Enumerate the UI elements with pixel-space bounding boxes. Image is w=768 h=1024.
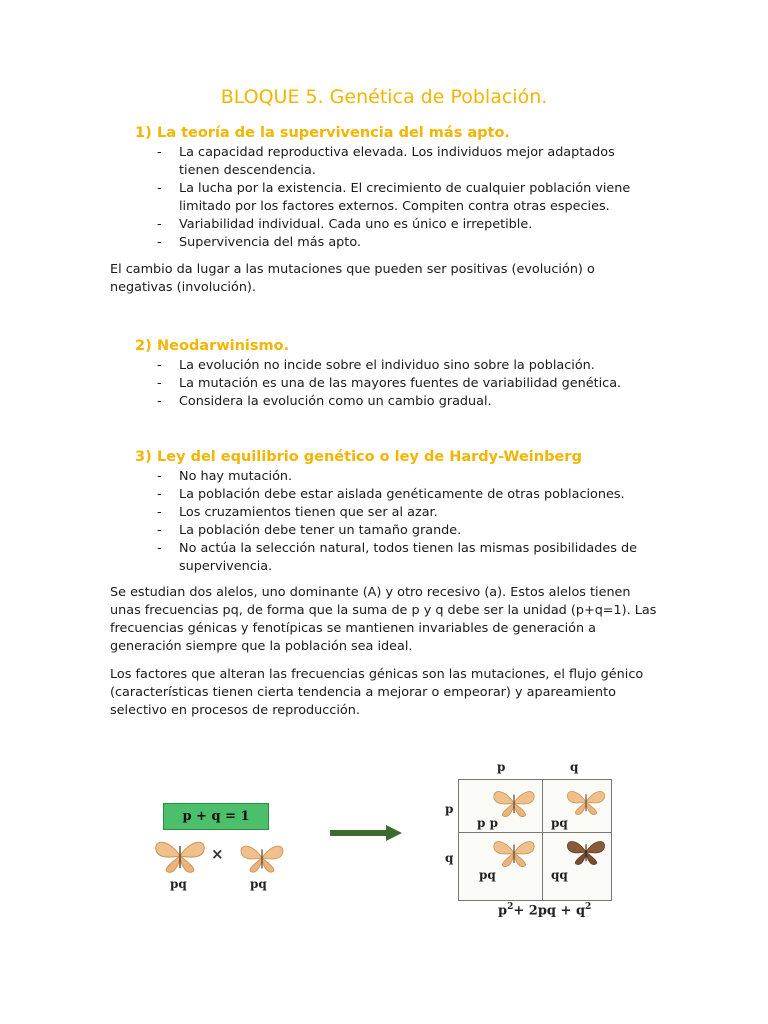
list-item: - Los cruzamientos tienen que ser al azar. [155, 504, 655, 522]
cross-symbol: × [211, 845, 224, 863]
list-item: - La población debe estar aislada genéticamente de otras poblaciones. [155, 486, 655, 504]
row-header-q: q [445, 851, 454, 865]
grid-divider [542, 780, 543, 900]
column-header-p: p [497, 760, 506, 774]
section-1-list [155, 144, 655, 252]
section-2-list [155, 357, 655, 411]
formula-exponent: 2 [507, 902, 514, 912]
moth-icon [150, 836, 210, 876]
list-item: - La población debe tener un tamaño grande. [155, 522, 655, 540]
moth-icon [236, 840, 288, 876]
list-item: - La evolución no incide sobre el individuo sino sobre la población. [155, 357, 655, 375]
formula-part: p [498, 903, 508, 919]
parent-right-label: pq [250, 877, 267, 891]
document-title: BLOQUE 5. Genética de Población. [220, 86, 548, 108]
section-number: 3) [135, 449, 152, 465]
row-header-p: p [445, 802, 454, 816]
cell-label: pq [479, 868, 496, 882]
list-item: - No hay mutación. [155, 468, 655, 486]
paragraph: Se estudian dos alelos, uno dominante (A) y otro recesivo (a). Estos alelos tienen unas frecuencias pq, de forma que la suma de p y q debe ser la unidad (p+q=1). Las frecuencias génicas y fenotípicas se mantienen invariables de generación a generación siempre que la población sea ideal. [110, 585, 657, 654]
moth-icon [489, 836, 539, 870]
section-number: 1) [135, 125, 152, 141]
list-item: - La capacidad reproductiva elevada. Los individuos mejor adaptados tienen descendencia. [155, 144, 655, 180]
cell-label: qq [551, 868, 568, 882]
section-heading-3 [135, 449, 582, 465]
arrow-right-icon [330, 825, 402, 841]
list-item: - Supervivencia del más apto. [155, 234, 655, 252]
paragraph: El cambio da lugar a las mutaciones que pueden ser positivas (evolución) o negativas (involución). [110, 262, 595, 295]
list-item: - Considera la evolución como un cambio gradual. [155, 393, 655, 411]
parent-left-label: pq [170, 877, 187, 891]
section-title: Ley del equilibrio genético o ley de Hardy-Weinberg [157, 449, 582, 465]
section-title: Neodarwinismo. [157, 338, 290, 354]
section-heading-2 [135, 338, 289, 354]
list-item: - Variabilidad individual. Cada uno es único e irrepetible. [155, 216, 655, 234]
moth-icon [563, 786, 609, 818]
hardy-weinberg-formula [498, 902, 591, 918]
section-3-list [155, 468, 655, 576]
section-number: 2) [135, 338, 152, 354]
section-heading-1 [135, 125, 510, 141]
column-header-q: q [570, 760, 579, 774]
formula-part: + 2pq + q [513, 903, 586, 919]
list-item: - La mutación es una de las mayores fuentes de variabilidad genética. [155, 375, 655, 393]
grid-divider [459, 832, 611, 833]
cell-label: p p [477, 816, 498, 830]
formula-box: p + q = 1 [163, 803, 269, 830]
paragraph: Los factores que alteran las frecuencias génicas son las mutaciones, el flujo génico (características tienen cierta tendencia a mejorar o empeorar) y apareamiento selectivo en procesos de reproducción. [110, 667, 644, 718]
list-item: - No actúa la selección natural, todos tienen las mismas posibilidades de supervivencia. [155, 540, 655, 576]
moth-icon [489, 786, 539, 820]
cell-label: pq [551, 816, 568, 830]
list-item: - La lucha por la existencia. El crecimiento de cualquier población viene limitado por los factores externos. Compiten contra otras especies. [155, 180, 655, 216]
formula-exponent: 2 [585, 902, 592, 912]
punnett-square [458, 779, 612, 901]
section-title: La teoría de la supervivencia del más apto. [157, 125, 510, 141]
dark-moth-icon [563, 836, 609, 868]
